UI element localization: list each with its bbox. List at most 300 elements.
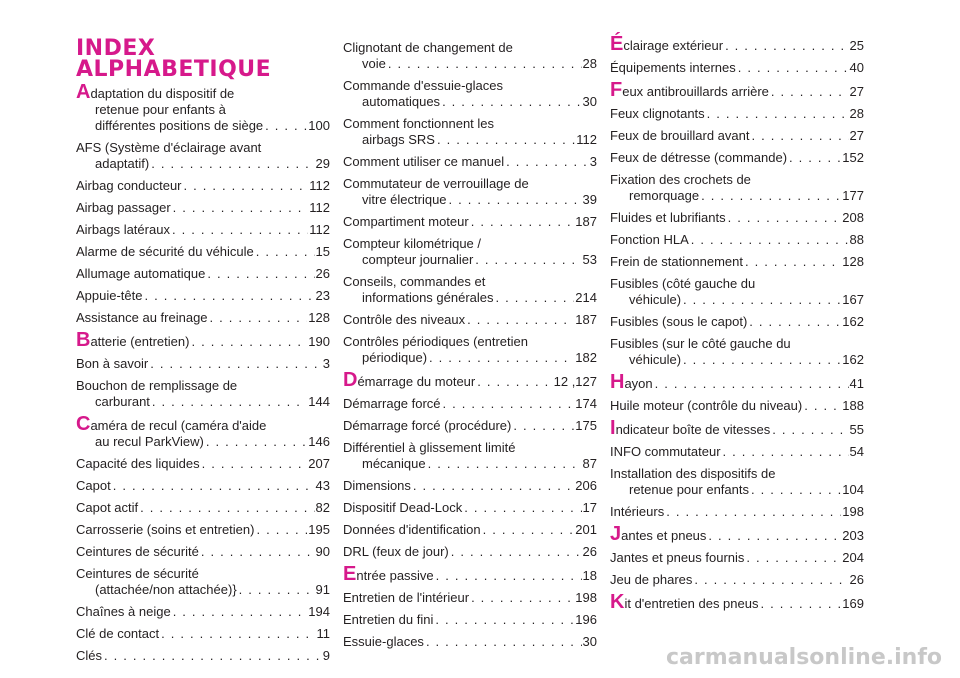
page-number: 18 <box>582 568 597 583</box>
index-entry <box>343 40 597 72</box>
page-number: 112 <box>576 132 597 147</box>
entry-text: Airbags latéraux <box>76 222 170 237</box>
index-entry <box>610 336 864 368</box>
leader-dots <box>736 60 849 76</box>
entry-line <box>343 290 597 306</box>
index-entry <box>610 550 864 566</box>
index-entry <box>76 378 330 410</box>
entry-line <box>343 634 597 650</box>
entry-text <box>610 79 769 101</box>
entry-line <box>343 56 597 72</box>
leader-dots <box>263 118 307 134</box>
entry-line <box>610 188 864 204</box>
drop-letter: É <box>610 33 624 55</box>
watermark: carmanualsonline.info <box>666 645 942 670</box>
leader-dots <box>205 266 314 282</box>
entry-text: Dimensions <box>343 478 411 493</box>
leader-dots <box>441 396 575 412</box>
page-number: 88 <box>849 232 864 247</box>
leader-dots <box>171 200 309 216</box>
entry-line <box>343 192 597 208</box>
index-entry <box>343 396 597 412</box>
entry-line <box>76 413 330 435</box>
page-number: 128 <box>842 254 864 269</box>
page-number: 40 <box>849 60 864 75</box>
entry-text <box>610 523 707 545</box>
leader-dots <box>726 210 842 226</box>
leader-dots <box>440 94 581 110</box>
entry-text: Contrôle des niveaux <box>343 312 466 327</box>
entry-text: Bouchon de remplissage de <box>76 378 238 393</box>
index-entry <box>610 79 864 101</box>
leader-dots <box>744 550 841 566</box>
entry-line <box>610 314 864 330</box>
leader-dots <box>758 596 841 612</box>
entry-text: Démarrage forcé <box>343 396 441 411</box>
page-number: 26 <box>582 544 597 559</box>
index-entry <box>343 544 597 560</box>
index-entry <box>610 33 864 55</box>
index-entry <box>76 413 330 450</box>
page-number: 17 <box>582 500 597 515</box>
index-entry <box>76 266 330 282</box>
index-entry <box>610 371 864 393</box>
leader-dots <box>802 398 841 414</box>
entry-line <box>343 418 597 434</box>
entry-text: retenue pour enfants à <box>95 102 226 117</box>
entry-line <box>610 106 864 122</box>
page-number: 204 <box>842 550 864 565</box>
page-number: 27 <box>849 128 864 143</box>
index-entry <box>343 236 597 268</box>
entry-text: véhicule) <box>629 352 682 367</box>
index-entry <box>610 444 864 460</box>
entry-line <box>343 214 597 230</box>
index-entry <box>76 566 330 598</box>
page-number: 104 <box>842 482 864 497</box>
index-entry <box>76 648 330 664</box>
entry-line <box>343 440 597 456</box>
leader-dots <box>721 444 849 460</box>
leader-dots <box>102 648 322 664</box>
entry-text: compteur journalier <box>362 252 474 267</box>
leader-dots <box>199 544 315 560</box>
index-column-3 <box>610 33 864 618</box>
page-number: 26 <box>315 266 330 281</box>
page-number: 207 <box>308 456 330 471</box>
leader-dots <box>159 626 315 642</box>
drop-letter: H <box>610 371 625 393</box>
entry-text <box>343 369 476 391</box>
entry-text: Frein de stationnement <box>610 254 743 269</box>
index-entry <box>610 254 864 270</box>
drop-letter: I <box>610 417 616 439</box>
entry-line <box>343 334 597 350</box>
entry-text-rest: clairage extérieur <box>623 38 724 53</box>
index-entry <box>610 523 864 545</box>
page-number: 169 <box>842 596 864 611</box>
entry-line <box>610 523 864 545</box>
entry-line <box>610 591 864 613</box>
page-number: 54 <box>849 444 864 459</box>
page-number: 206 <box>575 478 597 493</box>
page-number: 39 <box>582 192 597 207</box>
entry-line <box>76 156 330 172</box>
entry-text: Feux de détresse (commande) <box>610 150 788 165</box>
entry-text <box>610 33 724 55</box>
entry-line <box>76 394 330 410</box>
leader-dots <box>434 568 582 584</box>
entry-text: Capot actif <box>76 500 139 515</box>
entry-line <box>343 176 597 192</box>
entry-text-rest: atterie (entretien) <box>90 334 190 349</box>
page-number: 112 <box>309 200 330 215</box>
entry-text: Ceintures de sécurité <box>76 566 199 581</box>
leader-dots <box>427 350 574 366</box>
entry-text-rest: it d'entretien des pneus <box>624 596 759 611</box>
entry-line <box>610 150 864 166</box>
page-number: 91 <box>315 582 330 597</box>
entry-line <box>76 522 330 538</box>
page-number: 144 <box>308 394 330 409</box>
index-entry <box>343 522 597 538</box>
drop-letter: C <box>76 413 91 435</box>
entry-text: Entretien de l'intérieur <box>343 590 470 605</box>
entry-line <box>76 200 330 216</box>
entry-line <box>610 172 864 188</box>
entry-text: voie <box>362 56 386 71</box>
leader-dots <box>469 590 574 606</box>
entry-line <box>610 482 864 498</box>
title-line-2: ALPHABETIQUE <box>76 57 272 82</box>
entry-line <box>610 352 864 368</box>
page-number: 9 <box>322 648 330 663</box>
entry-line <box>76 478 330 494</box>
index-entry <box>610 591 864 613</box>
page-number: 55 <box>849 422 864 437</box>
entry-text: airbags SRS <box>362 132 435 147</box>
entry-line <box>76 378 330 394</box>
leader-dots <box>411 478 574 494</box>
entry-text: (attachée/non attachée)} <box>95 582 237 597</box>
index-entry <box>610 504 864 520</box>
drop-letter: A <box>76 81 91 103</box>
entry-text: Contrôles périodiques (entretien <box>343 334 528 349</box>
page-number: 201 <box>575 522 597 537</box>
entry-text: Clignotant de changement de <box>343 40 513 55</box>
entry-line <box>343 478 597 494</box>
index-entry <box>76 356 330 372</box>
entry-text-rest: ndicateur boîte de vitesses <box>615 422 771 437</box>
page-number: 208 <box>842 210 864 225</box>
entry-line <box>343 40 597 56</box>
page-number: 167 <box>842 292 864 307</box>
page-number: 198 <box>842 504 864 519</box>
entry-text: adaptatif) <box>95 156 150 171</box>
entry-line <box>76 118 330 134</box>
page-number: 41 <box>849 376 864 391</box>
drop-letter: K <box>610 591 625 613</box>
entry-line <box>343 94 597 110</box>
leader-dots <box>254 244 315 260</box>
entry-text: DRL (feux de jour) <box>343 544 449 559</box>
index-entry <box>610 466 864 498</box>
leader-dots <box>143 288 315 304</box>
entry-line <box>610 504 864 520</box>
entry-line <box>76 178 330 194</box>
entry-line <box>343 544 597 560</box>
entry-text <box>610 591 759 613</box>
entry-text-rest: ayon <box>624 376 653 391</box>
entry-text: Comment fonctionnent les <box>343 116 495 131</box>
entry-line <box>610 572 864 588</box>
index-entry <box>76 288 330 304</box>
index-entry <box>76 140 330 172</box>
entry-line <box>343 154 597 170</box>
entry-line <box>610 550 864 566</box>
page-number: 187 <box>575 214 597 229</box>
index-entry <box>343 78 597 110</box>
entry-text: Carrosserie (soins et entretien) <box>76 522 255 537</box>
entry-line <box>343 590 597 606</box>
entry-text <box>76 81 235 103</box>
entry-line <box>610 128 864 144</box>
index-entry <box>610 150 864 166</box>
entry-text: informations générales <box>362 290 494 305</box>
drop-letter: J <box>610 523 622 545</box>
entry-text: Chaînes à neige <box>76 604 171 619</box>
page-number: 29 <box>315 156 330 171</box>
leader-dots <box>171 604 308 620</box>
index-entry <box>343 418 597 434</box>
entry-text: Compartiment moteur <box>343 214 469 229</box>
entry-line <box>76 81 330 103</box>
leader-dots <box>743 254 841 270</box>
entry-line <box>76 356 330 372</box>
entry-line <box>343 456 597 472</box>
index-entry <box>343 214 597 230</box>
leader-dots <box>747 314 841 330</box>
entry-text <box>610 371 653 393</box>
leader-dots <box>705 106 849 122</box>
index-entry <box>76 604 330 620</box>
entry-line <box>343 312 597 328</box>
entry-text: Installation des dispositifs de <box>610 466 776 481</box>
page-number: 152 <box>842 150 864 165</box>
leader-dots <box>208 310 308 326</box>
page-number: 100 <box>308 118 330 133</box>
index-entry <box>610 106 864 122</box>
drop-letter: E <box>343 563 357 585</box>
index-entry <box>610 210 864 226</box>
entry-text: Comment utiliser ce manuel <box>343 154 505 169</box>
entry-text: Essuie-glaces <box>343 634 424 649</box>
entry-text: Airbag conducteur <box>76 178 182 193</box>
page-number: 43 <box>315 478 330 493</box>
index-entry <box>76 81 330 134</box>
index-entry <box>610 572 864 588</box>
entry-text: Clé de contact <box>76 626 160 641</box>
leader-dots <box>111 478 315 494</box>
leader-dots <box>469 214 575 230</box>
page-number: 175 <box>575 418 597 433</box>
index-entry <box>76 178 330 194</box>
index-entry <box>76 244 330 260</box>
page-number: 28 <box>849 106 864 121</box>
index-entry <box>610 232 864 248</box>
entry-text <box>76 329 190 351</box>
index-entry <box>76 478 330 494</box>
index-entry <box>343 612 597 628</box>
index-entry <box>343 590 597 606</box>
entry-text-rest: émarrage du moteur <box>357 374 476 389</box>
leader-dots <box>462 500 581 516</box>
entry-text: carburant <box>95 394 150 409</box>
entry-text: au recul ParkView) <box>95 434 204 449</box>
entry-text: mécanique <box>362 456 426 471</box>
index-entry <box>76 500 330 516</box>
entry-text: véhicule) <box>629 292 682 307</box>
index-entry <box>76 626 330 642</box>
leader-dots <box>692 572 848 588</box>
page-number: 190 <box>308 334 330 349</box>
page-number: 177 <box>842 188 864 203</box>
entry-text: INFO commutateur <box>610 444 721 459</box>
entry-line <box>76 456 330 472</box>
index-entry <box>76 544 330 560</box>
index-entry <box>610 398 864 414</box>
entry-text: Fonction HLA <box>610 232 689 247</box>
entry-line <box>610 33 864 55</box>
leader-dots <box>148 356 322 372</box>
entry-line <box>610 371 864 393</box>
entry-line <box>343 396 597 412</box>
page-number: 3 <box>589 154 597 169</box>
page-number: 146 <box>308 434 330 449</box>
entry-line <box>343 500 597 516</box>
page-number: 25 <box>849 38 864 53</box>
entry-line <box>343 132 597 148</box>
index-entry <box>76 456 330 472</box>
entry-text: Airbag passager <box>76 200 171 215</box>
index-title <box>76 38 271 80</box>
entry-text-rest: antes et pneus <box>621 528 707 543</box>
entry-line <box>76 582 330 598</box>
leader-dots <box>189 334 307 350</box>
index-entry <box>343 176 597 208</box>
entry-line <box>76 648 330 664</box>
index-entry <box>610 314 864 330</box>
leader-dots <box>706 528 841 544</box>
entry-text: Ceintures de sécurité <box>76 544 199 559</box>
entry-text-rest: améra de recul (caméra d'aide <box>90 418 267 433</box>
page-number: 23 <box>315 288 330 303</box>
index-entry <box>343 500 597 516</box>
entry-text: Compteur kilométrique / <box>343 236 481 251</box>
leader-dots <box>664 504 841 520</box>
entry-text: Bon à savoir <box>76 356 149 371</box>
entry-line <box>76 102 330 118</box>
page-number: 194 <box>308 604 330 619</box>
entry-text: Feux de brouillard avant <box>610 128 750 143</box>
page-number: 15 <box>315 244 330 259</box>
leader-dots <box>254 522 307 538</box>
page-number: 162 <box>842 314 864 329</box>
page-number: 26 <box>849 572 864 587</box>
entry-line <box>76 266 330 282</box>
index-entry <box>343 116 597 148</box>
entry-line <box>610 398 864 414</box>
leader-dots <box>465 312 574 328</box>
page-number: 90 <box>315 544 330 559</box>
index-entry <box>343 440 597 472</box>
entry-line <box>610 276 864 292</box>
leader-dots <box>433 612 574 628</box>
leader-dots <box>204 434 307 450</box>
leader-dots <box>386 56 582 72</box>
page-number: 53 <box>582 252 597 267</box>
entry-text: Fixation des crochets de <box>610 172 751 187</box>
entry-line <box>610 417 864 439</box>
entry-line <box>76 500 330 516</box>
index-entry <box>343 274 597 306</box>
index-entry <box>76 310 330 326</box>
entry-text: Assistance au freinage <box>76 310 208 325</box>
leader-dots <box>723 38 848 54</box>
leader-dots <box>494 290 575 306</box>
drop-letter: D <box>343 369 358 391</box>
entry-text: Démarrage forcé (procédure) <box>343 418 512 433</box>
entry-line <box>610 466 864 482</box>
entry-text: Fluides et lubrifiants <box>610 210 726 225</box>
drop-letter: B <box>76 329 91 351</box>
entry-line <box>610 444 864 460</box>
entry-text: remorquage <box>629 188 700 203</box>
entry-line <box>76 566 330 582</box>
entry-line <box>343 236 597 252</box>
page-number: 203 <box>842 528 864 543</box>
leader-dots <box>200 456 308 472</box>
leader-dots <box>787 150 841 166</box>
page-number: 187 <box>575 312 597 327</box>
page-number: 82 <box>315 500 330 515</box>
entry-text: vitre électrique <box>362 192 447 207</box>
entry-text <box>610 417 771 439</box>
entry-line <box>610 60 864 76</box>
page-number: 195 <box>308 522 330 537</box>
entry-line <box>610 79 864 101</box>
index-entry <box>610 128 864 144</box>
entry-text: Conseils, commandes et <box>343 274 486 289</box>
index-column-1 <box>76 81 330 670</box>
entry-line <box>343 612 597 628</box>
entry-line <box>76 329 330 351</box>
page-number: 162 <box>842 352 864 367</box>
page-number: 188 <box>842 398 864 413</box>
page-number: 27 <box>849 84 864 99</box>
entry-line <box>76 604 330 620</box>
leader-dots <box>473 252 581 268</box>
entry-line <box>343 369 597 391</box>
entry-line <box>610 254 864 270</box>
entry-text: automatiques <box>362 94 441 109</box>
leader-dots <box>681 352 841 368</box>
leader-dots <box>511 418 574 434</box>
entry-text: Intérieurs <box>610 504 665 519</box>
index-entry <box>610 417 864 439</box>
entry-text: AFS (Système d'éclairage avant <box>76 140 262 155</box>
entry-text: Feux clignotants <box>610 106 705 121</box>
